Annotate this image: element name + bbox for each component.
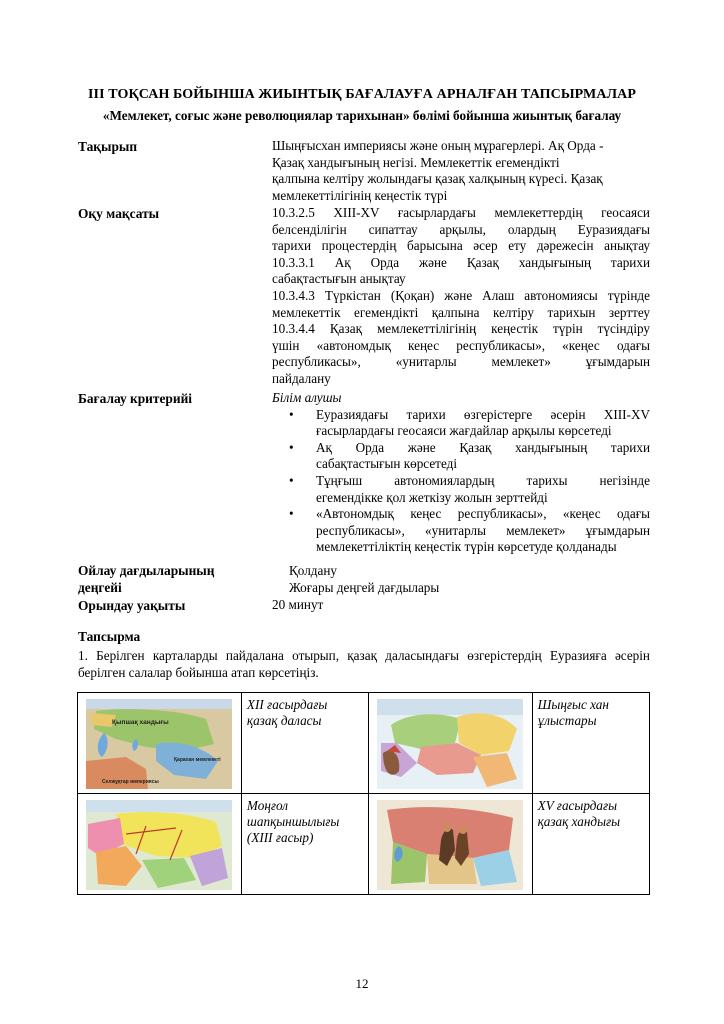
objective-line: белсенділігін сипаттау арқылы, олардың Еуразиядағы	[272, 221, 650, 237]
page-number: 12	[355, 976, 369, 991]
map-cell	[78, 794, 242, 895]
criteria-item-line: «Автономдық кеңес республикасы», «кеңес одағы	[316, 506, 650, 522]
criteria-item	[272, 440, 650, 473]
objective-line: пайдалану	[272, 370, 331, 386]
criteria-item	[272, 473, 650, 506]
map-cell	[368, 794, 532, 895]
topic-label: Тақырып	[78, 139, 138, 154]
map-cell	[78, 693, 242, 794]
document-subtitle: «Мемлекет, соғыс және революциялар тарихынан» бөлімі бойынша жиынтық бағалау	[102, 108, 622, 123]
criteria-sublabel: Білім алушы	[272, 390, 342, 405]
criteria-item-line: сабақтастығын көрсетеді	[316, 456, 457, 472]
map-caption-line: (XIII ғасыр)	[246, 830, 314, 845]
duration-value: 20 минут	[272, 597, 324, 612]
thinking-value: Қолдану	[289, 563, 338, 578]
topic-line: қалпына келтіру жолындағы қазақ халқының күресі. Қазақ	[272, 171, 603, 187]
map-caption-line: Моңғол	[246, 798, 289, 813]
kipchak-map-image	[86, 699, 232, 789]
bullet-icon: •	[289, 406, 294, 422]
genghis-khan-uluses-map-image	[377, 699, 523, 789]
objectives-text	[272, 205, 650, 388]
bullet-icon: •	[289, 506, 294, 522]
task-text: 1. Берілген карталарды пайдалана отырып, қазақ даласындағы өзгерістердің Еуразияға әсерін берілген салалар бойынша атап көрсетіңіз.	[78, 648, 650, 680]
objectives-label: Оқу мақсаты	[78, 206, 160, 221]
criteria-item-line: Еуразиядағы тарихи өзгерістерге әсерін XIII-XV	[316, 406, 650, 422]
map-caption-line: қазақ даласы	[246, 713, 322, 728]
map-caption-line: шапқыншылығы	[246, 814, 340, 829]
topic-text	[272, 138, 650, 204]
thinking-value: Жоғары деңгей дағдылары	[289, 580, 440, 595]
criteria-item-line: мемлекеттіліктің кеңестік түрін көрсетуде қолданады	[316, 539, 617, 555]
map-caption-line: ұлыстары	[537, 713, 597, 728]
duration-label: Орындау уақыты	[78, 598, 186, 613]
map-caption-line: Шыңғыс хан	[537, 697, 609, 712]
map-label: Селжұқтар империясы	[102, 779, 159, 785]
objective-line: 10.3.2.5 XIII-XV ғасырлардағы мемлекеттердің геосаяси	[272, 205, 650, 220]
objective-line: 10.3.4.4 Қазақ мемлекеттілігінің кеңестік түрін түсіндіру	[272, 321, 650, 337]
criteria-item-line: республикасы», «унитарлы мемлекет» ұғымдарын	[316, 522, 650, 538]
criteria-list	[272, 407, 650, 556]
criteria-block	[272, 390, 650, 556]
criteria-item-line: Тұңғыш автономиялардың тарихы негізінде	[316, 472, 650, 488]
map-caption-line: XV ғасырдағы	[537, 798, 618, 813]
kazakh-khanate-map-image	[377, 800, 523, 890]
map-cell	[368, 693, 532, 794]
objective-line: 10.3.4.3 Түркістан (Қоқан) және Алаш автономиясы түрінде	[272, 287, 650, 303]
document-title: ІІІ ТОҚСАН БОЙЫНША ЖИЫНТЫҚ БАҒАЛАУҒА АРНАЛҒАН ТАПСЫРМАЛАР	[88, 87, 636, 102]
topic-line: Шыңғысхан империясы және оның мұрагерлері. Ақ Орда -	[272, 138, 604, 153]
criteria-label: Бағалау критерийі	[78, 391, 193, 406]
bullet-icon: •	[289, 439, 294, 455]
map-caption-line: XII ғасырдағы	[246, 697, 328, 712]
task-heading: Тапсырма	[78, 629, 141, 644]
map-label: Қыпшақ хандығы	[112, 719, 169, 726]
criteria-item-line: Ақ Орда және Қазақ хандығының тарихи	[316, 439, 650, 455]
mongol-invasion-map-image	[86, 800, 232, 890]
thinking-label-line: Ойлау дағдыларының	[78, 563, 215, 578]
caption-cell	[532, 794, 649, 895]
objective-line: республикасы», «унитарлы мемлекет» ұғымдарын	[272, 354, 650, 370]
caption-cell	[241, 693, 368, 794]
maps-table	[77, 692, 650, 895]
criteria-item	[272, 407, 650, 440]
bullet-icon: •	[289, 472, 294, 488]
caption-cell	[532, 693, 649, 794]
objective-line: үшін «автономдық кеңес республикасы», «кеңес одағы	[272, 337, 650, 353]
caption-cell	[241, 794, 368, 895]
criteria-item-line: ғасырлардағы геосаяси жағдайлар арқылы көрсетеді	[316, 423, 612, 439]
thinking-values	[272, 562, 650, 596]
topic-line: Қазақ хандығының негізі. Мемлекеттік егемендікті	[272, 154, 560, 170]
objective-line: сабақтастығын анықтау	[272, 271, 406, 287]
objective-line: 10.3.3.1 Ақ Орда және Қазақ хандығының тарихи	[272, 254, 650, 270]
map-label: Қарахан мемлекеті	[174, 757, 221, 763]
topic-line: мемлекеттілігінің кеңестік түрі	[272, 187, 448, 203]
objective-line: тарихи процестердің барысына әсер ету дәрежесін анықтау	[272, 238, 650, 254]
thinking-label-line: деңгейі	[78, 580, 122, 595]
criteria-item	[272, 506, 650, 556]
criteria-item-line: егемендікке қол жеткізу жолын зерттейді	[316, 489, 548, 505]
map-caption-line: қазақ хандығы	[537, 814, 621, 829]
objective-line: мемлекеттік егемендікті қалпына келтіру тарихын зерттеу	[272, 304, 650, 320]
thinking-label	[78, 562, 214, 596]
